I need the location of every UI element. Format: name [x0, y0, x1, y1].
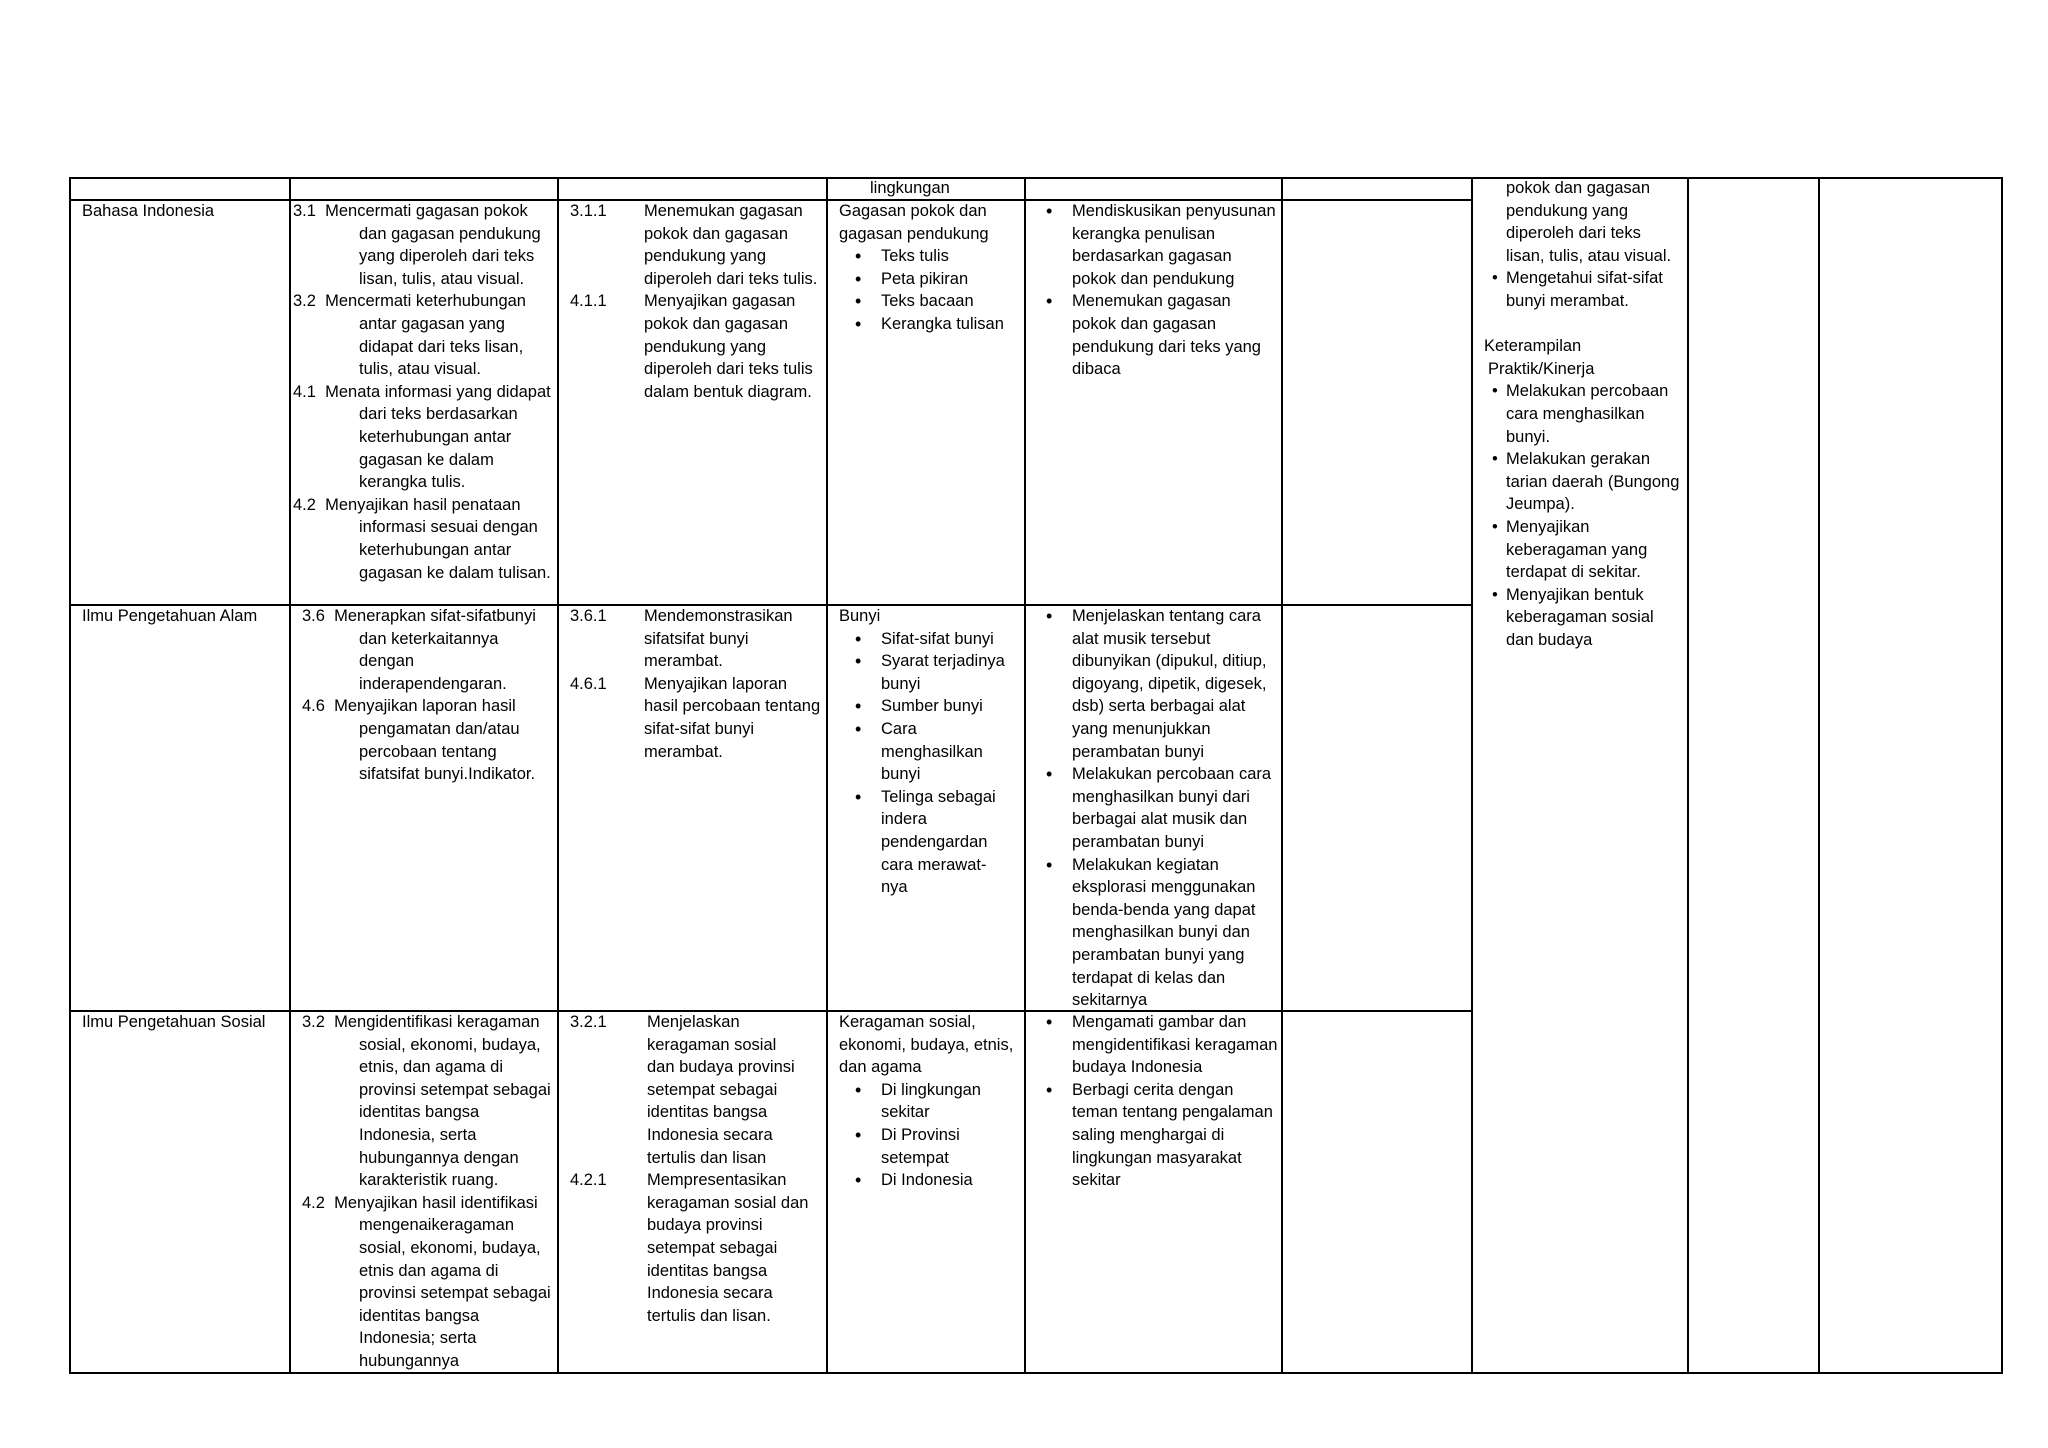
penilaian-line: diperoleh dari teks	[1506, 224, 1641, 243]
penilaian-column	[1484, 177, 1684, 651]
row-subject: Ilmu Pengetahuan Alam	[82, 607, 258, 625]
keterampilan-item: • Melakukan percobaan cara menghasilkan bunyi.	[1484, 380, 1684, 448]
materi-cell	[839, 605, 1021, 899]
materi-intro: Bunyi	[839, 607, 881, 625]
penilaian-line: pendukung yang	[1506, 201, 1629, 220]
materi-item: • Teks bacaan	[839, 290, 1021, 313]
kegiatan-item: • Melakukan percobaan cara menghasilkan bunyi dari berbagai alat musik dan perambatan bunyi	[1030, 763, 1278, 853]
kd-cell	[302, 605, 552, 786]
materi-cell	[839, 1011, 1021, 1192]
materi-item: • Sifat-sifat bunyi	[839, 628, 1021, 651]
indikator-cell	[570, 200, 822, 403]
kegiatan-item: • Mendiskusikan penyusunan kerangka penulisan berdasarkan gagasan pokok dan pendukung	[1030, 200, 1278, 290]
table-border-right	[2001, 177, 2003, 1373]
indikator-item: 4.6.1 Menyajikan laporan hasil percobaan tentang sifat-sifat bunyi merambat.	[570, 674, 821, 761]
col-divider-6	[1471, 177, 1473, 1373]
materi-cell	[839, 200, 1021, 336]
materi-item: • Di lingkungan sekitar	[839, 1079, 1021, 1124]
kd-item: 3.2 Mencermati keterhubungan antar gagasan yang didapat dari teks lisan, tulis, atau visual.	[293, 292, 526, 379]
materi-item: • Kerangka tulisan	[839, 313, 1021, 336]
kd-cell	[293, 200, 551, 584]
kegiatan-item: • Melakukan kegiatan eksplorasi menggunakan benda-benda yang dapat menghasilkan bunyi dan perambatan bunyi yang terdapat di kelas dan sekitarnya	[1030, 854, 1278, 1012]
col-divider-5	[1281, 177, 1283, 1373]
materi-item: • Di Indonesia	[839, 1169, 1021, 1192]
materi-item: • Peta pikiran	[839, 268, 1021, 291]
kd-item: 4.2 Menyajikan hasil identifikasi mengenaikeragaman sosial, ekonomi, budaya, etnis dan agama di provinsi setempat sebagai identitas bangsa Indonesia; serta hubungannya	[302, 1193, 551, 1370]
materi-item: • Di Provinsi setempat	[839, 1124, 1021, 1169]
col-divider-4	[1024, 177, 1026, 1373]
table-border-left	[69, 177, 71, 1373]
kd-cell	[302, 1011, 552, 1373]
kegiatan-item: • Mengamati gambar dan mengidentifikasi keragaman budaya Indonesia	[1030, 1011, 1278, 1079]
kd-item: 4.2 Menyajikan hasil penataan informasi sesuai dengan keterhubungan antar gagasan ke dalam tulisan.	[293, 495, 551, 582]
materi-intro: Keragaman sosial, ekonomi, budaya, etnis, dan agama	[839, 1013, 1014, 1077]
materi-item: • Cara menghasilkan bunyi	[839, 718, 1021, 786]
keterampilan-item: • Menyajikan keberagaman yang terdapat di sekitar.	[1484, 516, 1684, 584]
indikator-item: 3.2.1 Menjelaskan keragaman sosial dan budaya provinsi setempat sebagai identitas bangsa Indonesia secara tertulis dan lisan	[570, 1013, 795, 1167]
kegiatan-cell	[1030, 200, 1278, 381]
penilaian-line: lisan, tulis, atau visual.	[1506, 246, 1672, 265]
materi-item: • Sumber bunyi	[839, 695, 1021, 718]
indikator-item: 4.2.1 Mempresentasikan keragaman sosial dan budaya provinsi setempat sebagai identitas bangsa Indonesia secara tertulis dan lisan.	[570, 1171, 809, 1325]
kegiatan-item: • Berbagi cerita dengan teman tentang pengalaman saling menghargai di lingkungan masyarakat sekitar	[1030, 1079, 1278, 1192]
row-subject: Ilmu Pengetahuan Sosial	[82, 1013, 266, 1031]
penilaian-line: pokok dan gagasan	[1506, 179, 1651, 197]
penilaian-continued-text	[1484, 177, 1684, 267]
row-subject: Bahasa Indonesia	[82, 202, 215, 220]
kegiatan-cell	[1030, 1011, 1278, 1192]
col-divider-8	[1818, 177, 1820, 1373]
keterampilan-title: Keterampilan	[1484, 337, 1582, 356]
kegiatan-cell	[1030, 605, 1278, 1012]
kd-item: 3.6 Menerapkan sifat-sifatbunyi dan keterkaitannya dengan inderapendengaran.	[302, 607, 536, 693]
kegiatan-item: • Menemukan gagasan pokok dan gagasan pendukung dari teks yang dibaca	[1030, 290, 1278, 380]
col-divider-3	[826, 177, 828, 1373]
keterampilan-item: • Menyajikan bentuk keberagaman sosial dan budaya	[1484, 584, 1684, 652]
col-divider-7	[1687, 177, 1689, 1373]
kd-item: 3.2 Mengidentifikasi keragaman sosial, ekonomi, budaya, etnis, dan agama di provinsi setempat sebagai identitas bangsa Indonesia, serta hubungannya dengan karakteristik ruang.	[302, 1013, 551, 1190]
keterampilan-subtitle: Praktik/Kinerja	[1488, 359, 1595, 378]
indikator-cell	[570, 1011, 822, 1327]
materi-item: • Teks tulis	[839, 245, 1021, 268]
indikator-item: 3.1.1 Menemukan gagasan pokok dan gagasan pendukung yang diperoleh dari teks tulis.	[570, 202, 818, 288]
materi-item: • Syarat terjadinya bunyi	[839, 650, 1021, 695]
indikator-item: 4.1.1 Menyajikan gagasan pokok dan gagasan pendukung yang diperoleh dari teks tulis dalam bentuk diagram.	[570, 292, 813, 401]
table-border-top	[69, 177, 2003, 179]
keterampilan-item: • Melakukan gerakan tarian daerah (Bungong Jeumpa).	[1484, 448, 1684, 516]
kegiatan-item: • Menjelaskan tentang cara alat musik tersebut dibunyikan (dipukul, ditiup, digoyang, dipetik, digesek, dsb) serta berbagai alat yang menunjukkan perambatan bunyi	[1030, 605, 1278, 763]
kd-item: 4.1 Menata informasi yang didapat dari teks berdasarkan keterhubungan antar gagasan ke dalam kerangka tulis.	[293, 382, 551, 492]
materi-item: • Telinga sebagai indera pendengardan cara merawat-nya	[839, 786, 1021, 899]
indikator-cell	[570, 605, 822, 763]
materi-intro: Gagasan pokok dan gagasan pendukung	[839, 202, 989, 243]
kd-item: 3.1 Mencermati gagasan pokok dan gagasan pendukung yang diperoleh dari teks lisan, tulis, atau visual.	[293, 202, 541, 288]
col-divider-2	[557, 177, 559, 1373]
kd-item: 4.6 Menyajikan laporan hasil pengamatan dan/atau percobaan tentang sifatsifat bunyi.Indikator.	[302, 697, 536, 784]
indikator-item: 3.6.1 Mendemonstrasikan sifatsifat bunyi merambat.	[570, 607, 793, 671]
penilaian-item: • Mengetahui sifat-sifat bunyi merambat.	[1484, 267, 1684, 312]
col-divider-1	[289, 177, 291, 1373]
continuation-materi: lingkungan	[870, 179, 950, 197]
